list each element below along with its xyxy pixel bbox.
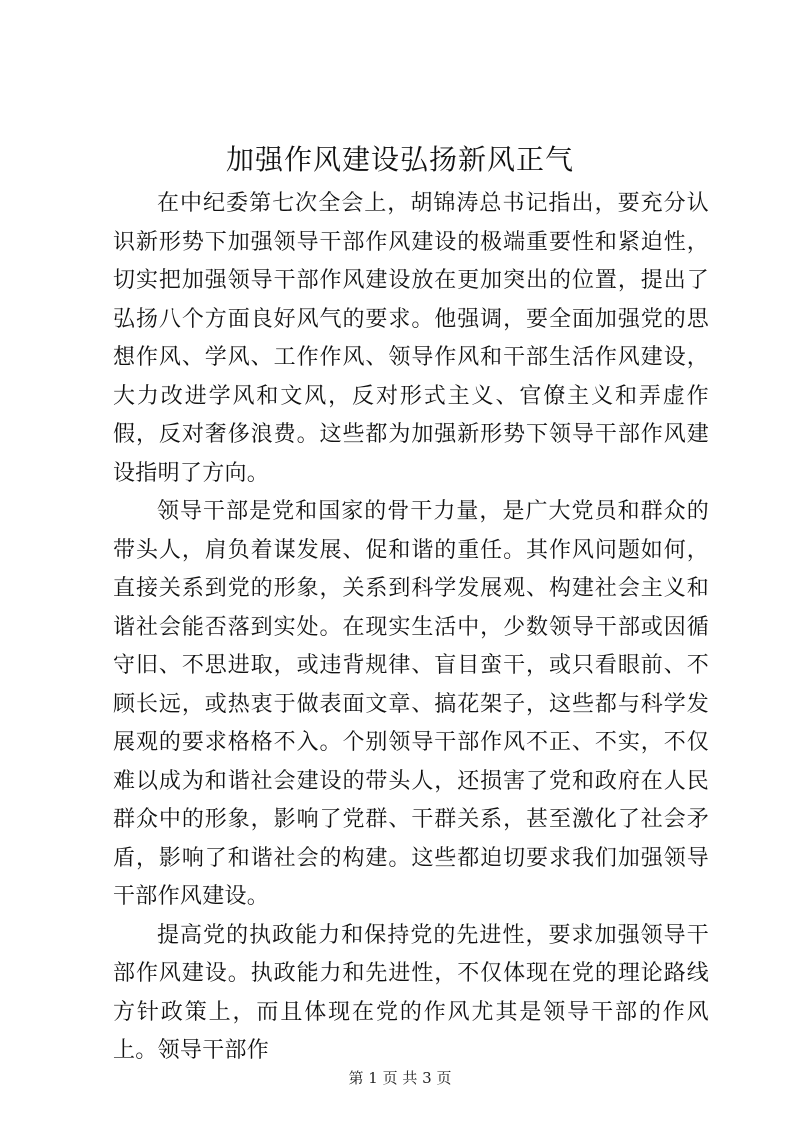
paragraph-3: 提高党的执政能力和保持党的先进性，要求加强领导干部作风建设。执政能力和先进性，不仅体现在党的理论路线方针政策上，而且体现在党的作风尤其是领导干部的作风上。领导干部作 [113,922,709,1063]
document-title: 加强作风建设弘扬新风正气 [225,143,574,176]
document-body [113,185,709,1071]
page-footer: 第 1 页 共 3 页 [348,1069,452,1087]
paragraph-2: 领导干部是党和国家的骨干力量，是广大党员和群众的带头人，肩负着谋发展、促和谐的重任。其作风问题如何，直接关系到党的形象，关系到科学发展观、构建社会主义和谐社会能否落到实处。在现实生活中，少数领导干部或因循守旧、不思进取，或违背规律、盲目蛮干，或只看眼前、不顾长远，或热衷于做表面文章、搞花架子，这些都与科学发展观的要求格格不入。个别领导干部作风不正、不实，不仅难以成为和谐社会建设的带头人，还损害了党和政府在人民群众中的形象，影响了党群、干群关系，甚至激化了社会矛盾，影响了和谐社会的构建。这些都迫切要求我们加强领导干部作风建设。 [113,499,709,909]
paragraph-1: 在中纪委第七次全会上，胡锦涛总书记指出，要充分认识新形势下加强领导干部作风建设的极端重要性和紧迫性，切实把加强领导干部作风建设放在更加突出的位置，提出了弘扬八个方面良好风气的要求。他强调，要全面加强党的思想作风、学风、工作作风、领导作风和干部生活作风建设，大力改进学风和文风，反对形式主义、官僚主义和弄虚作假，反对奢侈浪费。这些都为加强新形势下领导干部作风建设指明了方向。 [113,191,709,486]
